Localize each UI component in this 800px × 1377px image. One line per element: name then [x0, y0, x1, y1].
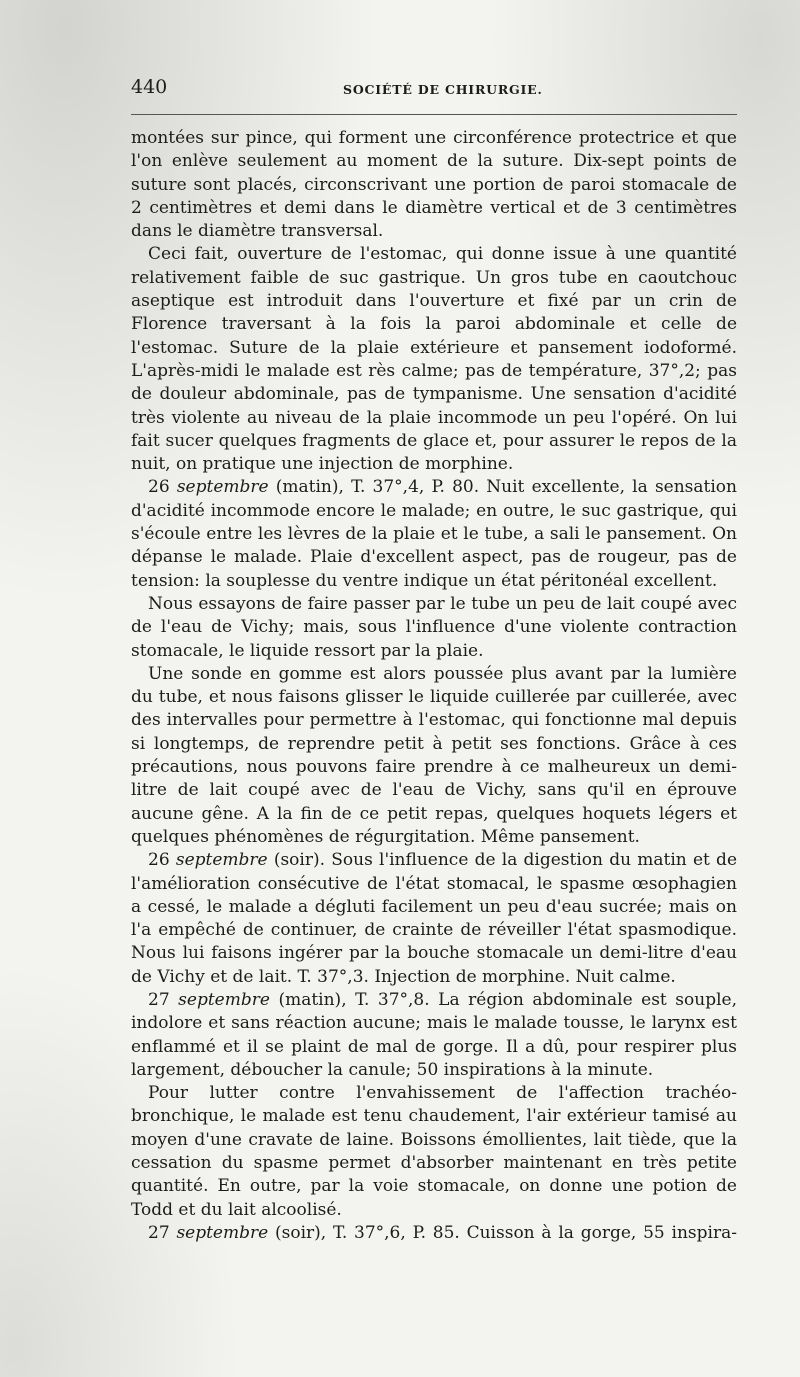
- paragraph: [131, 243, 737, 476]
- paragraph: [131, 1222, 737, 1245]
- entry-day: 26: [148, 850, 176, 871]
- body-text: [131, 127, 737, 1245]
- entry-month: septembre: [175, 850, 268, 871]
- paragraph: [131, 989, 737, 1082]
- paragraph: [131, 663, 737, 849]
- page-number: 440: [131, 76, 168, 98]
- paragraph: [131, 127, 737, 243]
- paragraph-text: Pour lutter contre l'envahissement de l'affection trachéo-bronchique, le malade est tenu chaudement, l'air extérieur tamisé au moyen d'une cravate de laine. Boissons émollientes, lait tiède, que la cessation du spasme permet d'absorber maintenant en très petite quantité. En outre, par la voie stomacale, on donne une potion de Todd et du lait alcoolisé.: [131, 1083, 737, 1220]
- paragraph-text: (soir). Sous l'influence de la digestion du matin et de l'amélioration consécutive de l'état stomacal, le spasme œsophagien a cessé, le malade a dégluti facilement un peu d'eau sucrée; mais on l'a empêché de continuer, de crainte de réveiller l'état spasmodique. Nous lui faisons ingérer par la bouche stomacale un demi-litre d'eau de Vichy et de lait. T. 37°,3. Injection de morphine. Nuit calme.: [131, 850, 737, 987]
- entry-month: septembre: [178, 989, 270, 1010]
- paragraph-text: (matin), T. 37°,4, P. 80. Nuit excellente, la sensation d'acidité incommode encore le malade; en outre, le suc gastrique, qui s'écoule entre les lèvres de la plaie et le tube, a sali le pansement. On dépanse le malade. Plaie d'excellent aspect, pas de rougeur, pas de tension: la souplesse du ventre indique un état péritonéal excellent.: [131, 477, 737, 591]
- paragraph-text: (matin), T. 37°,8. La région abdominale est souple, indolore et sans réaction aucune; mais le malade tousse, le larynx est enflammé et il se plaint de mal de gorge. Il a dû, pour respirer plus largement, déboucher la canule; 50 inspirations à la minute.: [131, 989, 737, 1080]
- paragraph: [131, 476, 737, 592]
- paragraph-text: Une sonde en gomme est alors poussée plus avant par la lumière du tube, et nous faisons glisser le liquide cuillerée par cuillerée, avec des intervalles pour permettre à l'estomac, qui fonctionne mal depuis si longtemps, de reprendre petit à petit ses fonctions. Grâce à ces précautions, nous pouvons faire prendre à ce malheureux un demi-litre de lait coupé avec de l'eau de Vichy, sans qu'il en éprouve aucune gêne. A la fin de ce petit repas, quelques hoquets légers et quelques phénomènes de régurgitation. Même pansement.: [131, 663, 737, 847]
- header-rule: [131, 114, 737, 115]
- paragraph-text: Nous essayons de faire passer par le tube un peu de lait coupé avec de l'eau de Vichy; mais, sous l'influence d'une violente contraction stomacale, le liquide ressort par la plaie.: [131, 593, 737, 661]
- entry-day: 26: [148, 477, 177, 498]
- entry-month: septembre: [176, 1222, 269, 1243]
- entry-day: 27: [148, 989, 179, 1010]
- paragraph: [131, 593, 737, 663]
- paragraph-text: Ceci fait, ouverture de l'estomac, qui donne issue à une quantité relativement faible de suc gastrique. Un gros tube en caoutchouc aseptique est introduit dans l'ouverture et fixé par un crin de Florence traversant à la fois la paroi abdominale et celle de l'estomac. Suture de la plaie extérieure et pansement iodoformé. L'après-midi le malade est rès calme; pas de température, 37°,2; pas de douleur abdominale, pas de tympanisme. Une sensation d'acidité très violente au niveau de la plaie incommode un peu l'opéré. On lui fait sucer quelques fragments de glace et, pour assurer le repos de la nuit, on pratique une injection de morphine.: [131, 244, 737, 475]
- page-header: [131, 76, 737, 102]
- entry-month: septembre: [176, 477, 269, 498]
- paragraph-text: (soir), T. 37°,6, P. 85. Cuisson à la gorge, 55 inspira-: [268, 1222, 737, 1243]
- paragraph: [131, 849, 737, 989]
- entry-day: 27: [148, 1222, 177, 1243]
- paragraph-text: montées sur pince, qui forment une circonférence protectrice et que l'on enlève seulement au moment de la suture. Dix-sept points de suture sont placés, circonscrivant une portion de paroi stomacale de 2 centimètres et demi dans le diamètre vertical et de 3 centimètres dans le diamètre transversal.: [131, 128, 737, 242]
- running-head: SOCIÉTÉ DE CHIRURGIE.: [343, 82, 543, 97]
- paragraph: [131, 1082, 737, 1222]
